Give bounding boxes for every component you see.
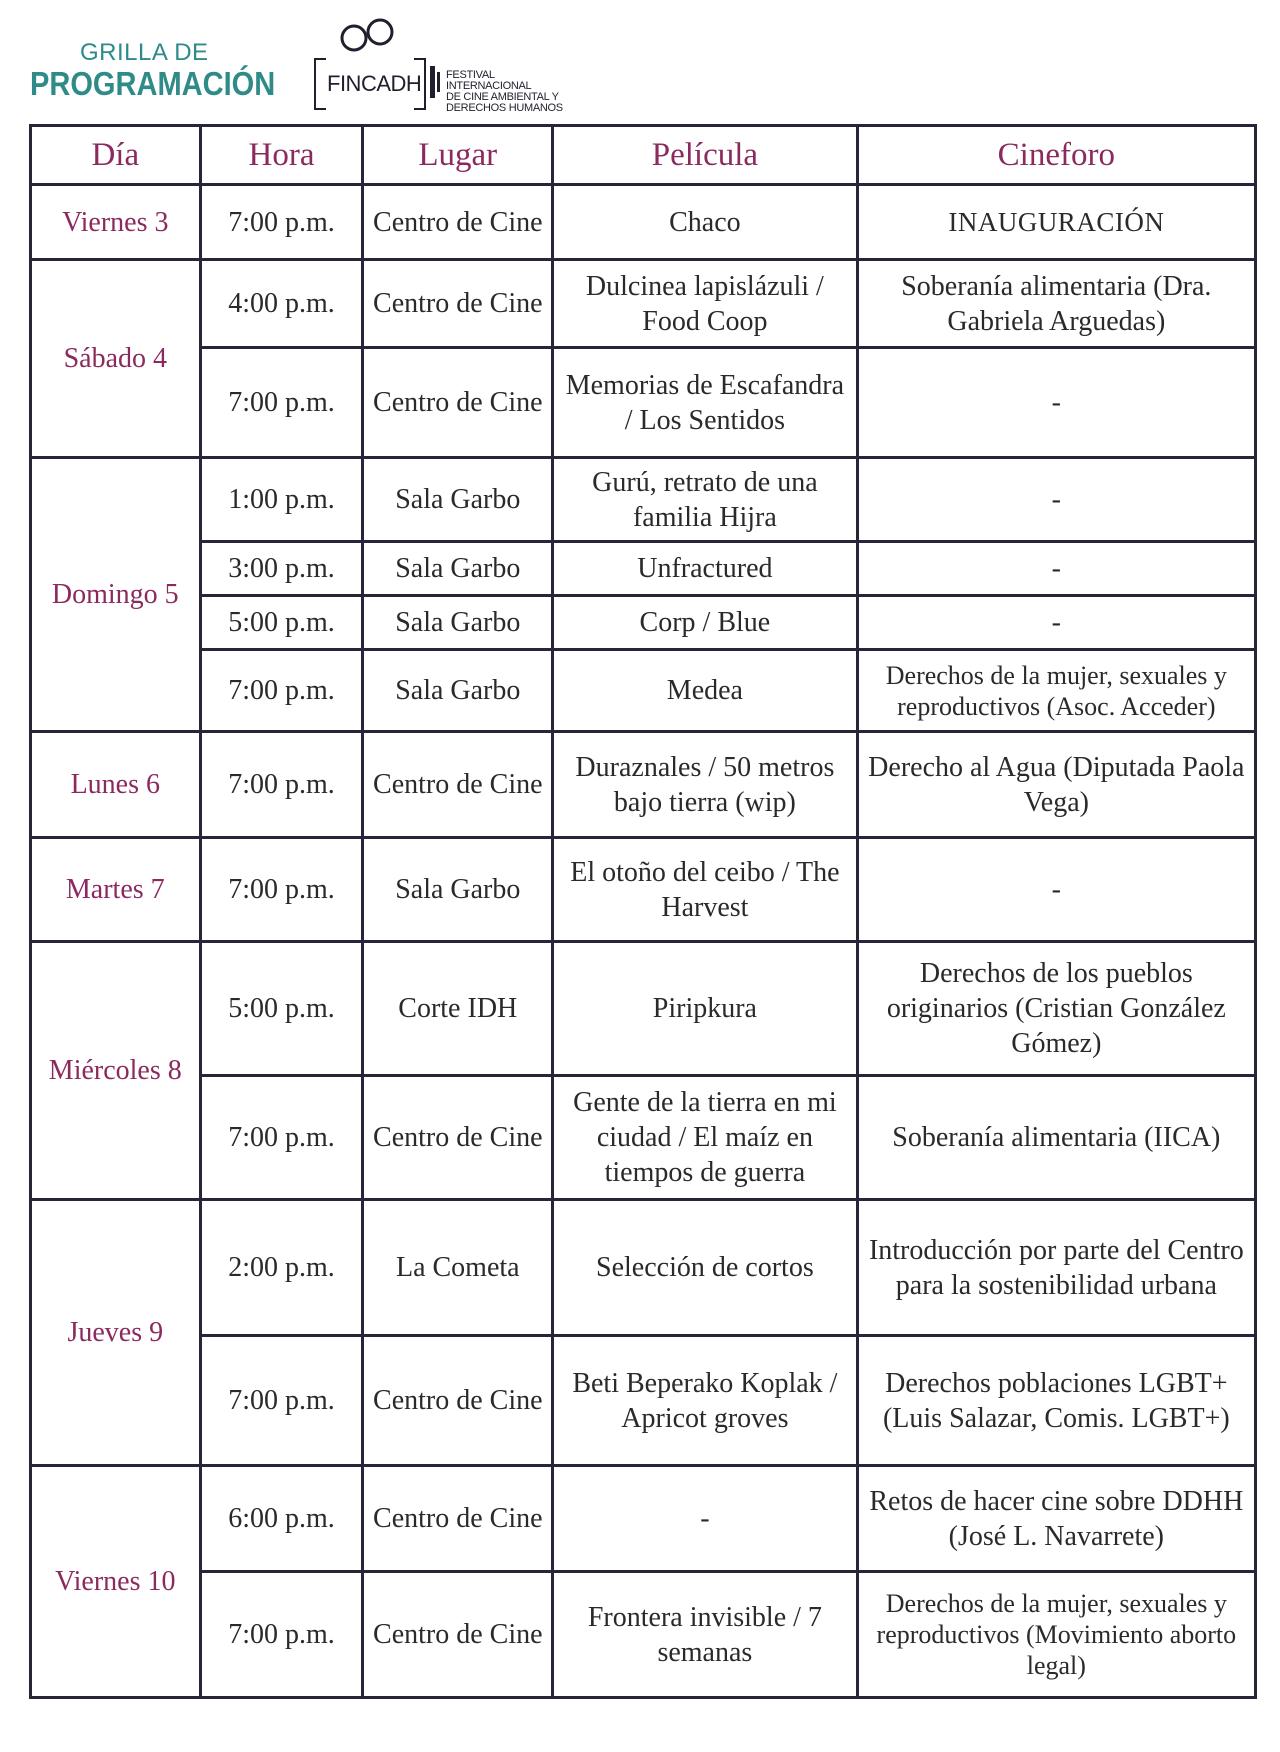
hora-cell: 7:00 p.m. <box>200 838 363 942</box>
cineforo-cell: - <box>857 596 1255 650</box>
cineforo-cell: - <box>857 348 1255 458</box>
cineforo-cell: - <box>857 838 1255 942</box>
pelicula-cell: Medea <box>553 650 858 732</box>
cineforo-cell: Derechos poblaciones LGBT+ (Luis Salazar, Comis. LGBT+) <box>857 1336 1255 1466</box>
page-header <box>0 0 1280 120</box>
header-lugar: Lugar <box>363 126 553 185</box>
pelicula-cell: El otoño del ceibo / The Harvest <box>553 838 858 942</box>
table-row <box>31 1200 1256 1336</box>
hora-cell: 7:00 p.m. <box>200 1336 363 1466</box>
hora-cell: 7:00 p.m. <box>200 348 363 458</box>
pelicula-cell: Memorias de Escafandra / Los Sentidos <box>553 348 858 458</box>
day-cell: Viernes 10 <box>31 1466 201 1698</box>
hora-cell: 7:00 p.m. <box>200 1572 363 1698</box>
table-row <box>31 596 1256 650</box>
cineforo-cell: - <box>857 458 1255 542</box>
table-header-row <box>31 126 1256 185</box>
table-row <box>31 542 1256 596</box>
lugar-cell: Centro de Cine <box>363 1466 553 1572</box>
day-cell: Jueves 9 <box>31 1200 201 1466</box>
table-row <box>31 1572 1256 1698</box>
hora-cell: 5:00 p.m. <box>200 942 363 1076</box>
lugar-cell: La Cometa <box>363 1200 553 1336</box>
table-row <box>31 650 1256 732</box>
table-row <box>31 1466 1256 1572</box>
lugar-cell: Centro de Cine <box>363 732 553 838</box>
logo-subtitle-line: FESTIVAL <box>446 69 495 81</box>
pelicula-cell: Piripkura <box>553 942 858 1076</box>
day-cell: Sábado 4 <box>31 260 201 458</box>
pelicula-cell: Gente de la tierra en mi ciudad / El maíz en tiempos de guerra <box>553 1076 858 1200</box>
hora-cell: 4:00 p.m. <box>200 260 363 348</box>
pelicula-cell: Duraznales / 50 metros bajo tierra (wip) <box>553 732 858 838</box>
header-pelicula: Película <box>553 126 858 185</box>
header-cineforo: Cineforo <box>857 126 1255 185</box>
pelicula-cell: Gurú, retrato de una familia Hijra <box>553 458 858 542</box>
page-title <box>30 40 309 102</box>
logo-bar-small <box>437 72 440 92</box>
logo-subtitle-line: DE CINE AMBIENTAL Y <box>446 91 559 103</box>
day-cell: Martes 7 <box>31 838 201 942</box>
cineforo-cell: - <box>857 542 1255 596</box>
logo-subtitle-line: DERECHOS HUMANOS <box>446 102 563 114</box>
table-row <box>31 1336 1256 1466</box>
logo-bar <box>430 66 435 98</box>
lugar-cell: Sala Garbo <box>363 596 553 650</box>
table-row <box>31 458 1256 542</box>
lugar-cell: Sala Garbo <box>363 458 553 542</box>
schedule-table <box>29 124 1257 1699</box>
cineforo-cell: INAUGURACIÓN <box>857 185 1255 260</box>
lugar-cell: Centro de Cine <box>363 185 553 260</box>
logo-bracket-right <box>414 58 426 110</box>
table-row <box>31 348 1256 458</box>
pelicula-cell: Beti Beperako Koplak / Apricot groves <box>553 1336 858 1466</box>
pelicula-cell: Unfractured <box>553 542 858 596</box>
logo-wordmark: FINCADH <box>327 71 422 96</box>
pelicula-cell: Dulcinea lapislázuli / Food Coop <box>553 260 858 348</box>
hora-cell: 6:00 p.m. <box>200 1466 363 1572</box>
table-row <box>31 838 1256 942</box>
hora-cell: 7:00 p.m. <box>200 732 363 838</box>
cineforo-cell: Derechos de los pueblos originarios (Cristian González Gómez) <box>857 942 1255 1076</box>
logo-bracket-left <box>314 58 326 110</box>
header-dia: Día <box>31 126 201 185</box>
cineforo-cell: Derechos de la mujer, sexuales y reproductivos (Asoc. Acceder) <box>857 650 1255 732</box>
lugar-cell: Sala Garbo <box>363 838 553 942</box>
fincadh-logo <box>314 16 614 114</box>
lugar-cell: Centro de Cine <box>363 260 553 348</box>
hora-cell: 7:00 p.m. <box>200 185 363 260</box>
cineforo-cell: Soberanía alimentaria (IICA) <box>857 1076 1255 1200</box>
title-line-2: PROGRAMACIÓN <box>30 65 276 102</box>
cineforo-cell: Introducción por parte del Centro para la sostenibilidad urbana <box>857 1200 1255 1336</box>
lugar-cell: Sala Garbo <box>363 650 553 732</box>
lugar-cell: Centro de Cine <box>363 1076 553 1200</box>
pelicula-cell: Frontera invisible / 7 semanas <box>553 1572 858 1698</box>
table-row <box>31 1076 1256 1200</box>
lugar-cell: Centro de Cine <box>363 348 553 458</box>
cineforo-cell: Retos de hacer cine sobre DDHH (José L. Navarrete) <box>857 1466 1255 1572</box>
day-cell: Viernes 3 <box>31 185 201 260</box>
lugar-cell: Corte IDH <box>363 942 553 1076</box>
lugar-cell: Centro de Cine <box>363 1336 553 1466</box>
logo-subtitle-line: INTERNACIONAL <box>446 80 532 92</box>
header-hora: Hora <box>200 126 363 185</box>
hora-cell: 1:00 p.m. <box>200 458 363 542</box>
cineforo-cell: Derecho al Agua (Diputada Paola Vega) <box>857 732 1255 838</box>
lugar-cell: Sala Garbo <box>363 542 553 596</box>
table-row <box>31 942 1256 1076</box>
pelicula-cell: Chaco <box>553 185 858 260</box>
hora-cell: 5:00 p.m. <box>200 596 363 650</box>
hora-cell: 3:00 p.m. <box>200 542 363 596</box>
hora-cell: 7:00 p.m. <box>200 650 363 732</box>
film-reel-icon <box>334 16 398 62</box>
pelicula-cell: Corp / Blue <box>553 596 858 650</box>
pelicula-cell: Selección de cortos <box>553 1200 858 1336</box>
logo-subtitle <box>446 70 563 114</box>
table-row <box>31 185 1256 260</box>
cineforo-cell: Soberanía alimentaria (Dra. Gabriela Arguedas) <box>857 260 1255 348</box>
day-cell: Domingo 5 <box>31 458 201 732</box>
day-cell: Miércoles 8 <box>31 942 201 1200</box>
cineforo-cell: Derechos de la mujer, sexuales y reproductivos (Movimiento aborto legal) <box>857 1572 1255 1698</box>
table-row <box>31 260 1256 348</box>
hora-cell: 7:00 p.m. <box>200 1076 363 1200</box>
hora-cell: 2:00 p.m. <box>200 1200 363 1336</box>
lugar-cell: Centro de Cine <box>363 1572 553 1698</box>
day-cell: Lunes 6 <box>31 732 201 838</box>
table-row <box>31 732 1256 838</box>
pelicula-cell: - <box>553 1466 858 1572</box>
title-line-1: GRILLA DE <box>80 39 209 66</box>
